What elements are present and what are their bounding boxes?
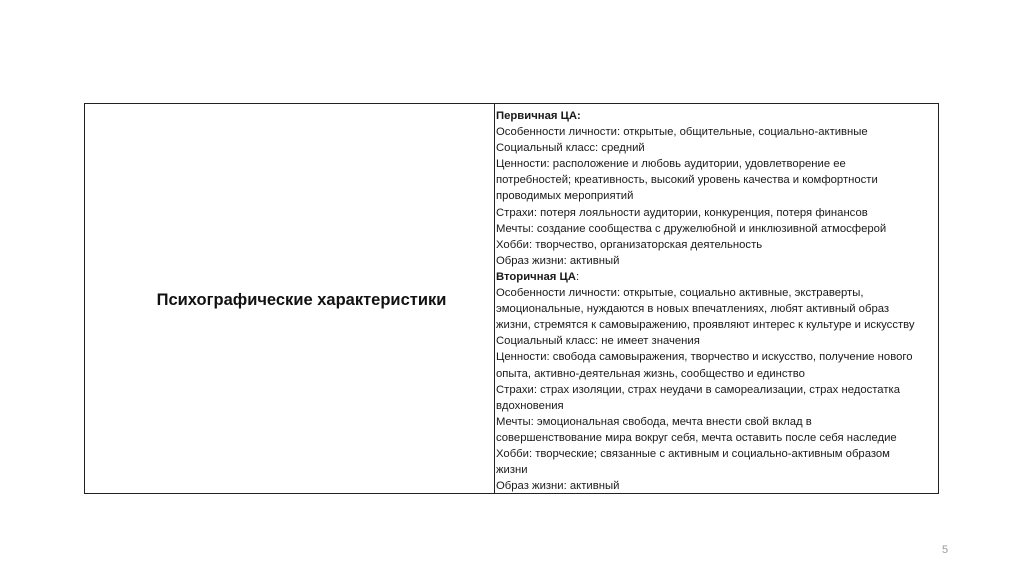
primary-line: Особенности личности: открытые, общительные, социально-активные [496, 126, 868, 139]
table-label-cell [85, 104, 495, 493]
secondary-line: эмоциональные, нуждаются в новых впечатлениях, любят активный образ [496, 303, 890, 316]
table-content-cell [495, 104, 938, 493]
secondary-line: Образ жизни: активный [496, 480, 620, 493]
secondary-line: Ценности: свобода самовыражения, творчество и искусство, получение нового [496, 351, 913, 364]
characteristics-table [84, 103, 939, 494]
secondary-line: совершенствование мира вокруг себя, мечта оставить после себя наследие [496, 431, 897, 444]
psychographic-label: Психографические характеристики [156, 291, 447, 309]
secondary-audience-heading [496, 269, 938, 285]
secondary-line: Особенности личности: открытые, социально активные, экстраверты, [496, 287, 864, 300]
secondary-line: Страхи: страх изоляции, страх неудачи в самореализации, страх недостатка [496, 383, 900, 396]
secondary-line: Мечты: эмоциональная свобода, мечта внести свой вклад в [496, 415, 812, 428]
secondary-heading-colon: : [575, 270, 580, 283]
primary-line: потребностей; креативность, высокий уровень качества и комфортности [496, 174, 878, 187]
secondary-line: Социальный класс: не имеет значения [496, 335, 700, 348]
primary-line: Образ жизни: активный [496, 254, 620, 267]
primary-line: Ценности: расположение и любовь аудитории, удовлетворение ее [496, 158, 846, 171]
secondary-line: вдохновения [496, 399, 564, 412]
page-number: 5 [942, 544, 949, 556]
primary-line: Хобби: творчество, организаторская деятельность [496, 238, 763, 251]
secondary-line: Хобби: творческие; связанные с активным и социально-активным образом [496, 447, 890, 460]
primary-line: Социальный класс: средний [496, 142, 645, 155]
primary-line: Страхи: потеря лояльности аудитории, конкуренция, потеря финансов [496, 206, 868, 219]
primary-line: Мечты: создание сообщества с дружелюбной и инклюзивной атмосферой [496, 222, 887, 235]
secondary-line: жизни [496, 464, 528, 477]
primary-line: проводимых мероприятий [496, 190, 634, 203]
secondary-line: опыта, активно-деятельная жизнь, сообщество и единство [496, 367, 805, 380]
secondary-line: жизни, стремятся к самовыражению, проявляют интерес к культуре и искусству [496, 319, 915, 332]
secondary-heading-text: Вторичная ЦА [496, 270, 576, 283]
primary-audience-heading: Первичная ЦА: [496, 110, 581, 122]
